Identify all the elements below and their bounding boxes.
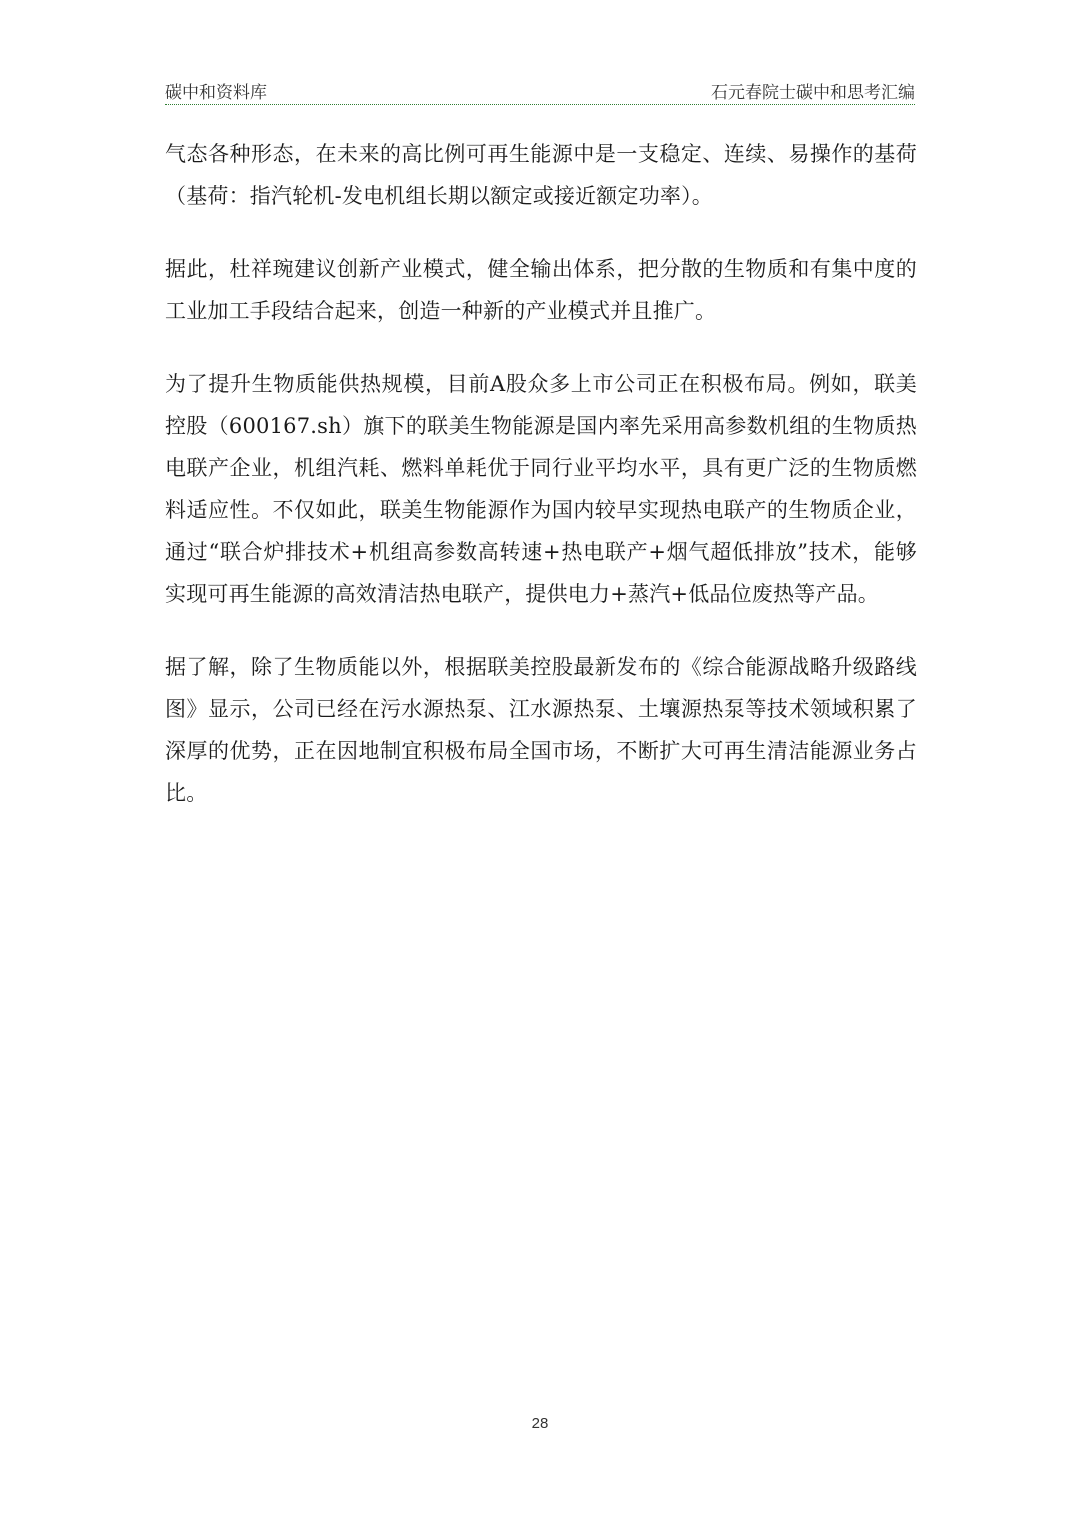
page-number: 28 [531, 1415, 549, 1432]
page-header [165, 74, 915, 105]
paragraph-4: 据了解，除了生物质能以外，根据联美控股最新发布的《综合能源战略升级路线图》显示，公司已经在污水源热泵、江水源热泵、土壤源热泵等技术领域积累了深厚的优势，正在因地制宜积极布局全国市场，不断扩大可再生清洁能源业务占比。 [165, 655, 917, 805]
paragraph-2: 据此，杜祥琬建议创新产业模式，健全输出体系，把分散的生物质和有集中度的工业加工手段结合起来，创造一种新的产业模式并且推广。 [165, 257, 917, 323]
paragraph-1: 气态各种形态，在未来的高比例可再生能源中是一支稳定、连续、易操作的基荷（基荷：指汽轮机-发电机组长期以额定或接近额定功率）。 [165, 142, 917, 208]
header-left-title: 碳中和资料库 [165, 83, 267, 103]
header-right-title: 石元春院士碳中和思考汇编 [711, 83, 915, 103]
document-body [165, 133, 917, 845]
paragraph-3: 为了提升生物质能供热规模，目前A股众多上市公司正在积极布局。例如，联美控股（600167.sh）旗下的联美生物能源是国内率先采用高参数机组的生物质热电联产企业，机组汽耗、燃料单耗优于同行业平均水平，具有更广泛的生物质燃料适应性。不仅如此，联美生物能源作为国内较早实现热电联产的生物质企业，通过“联合炉排技术+机组高参数高转速+热电联产+烟气超低排放”技术，能够实现可再生能源的高效清洁热电联产，提供电力+蒸汽+低品位废热等产品。 [165, 372, 917, 606]
